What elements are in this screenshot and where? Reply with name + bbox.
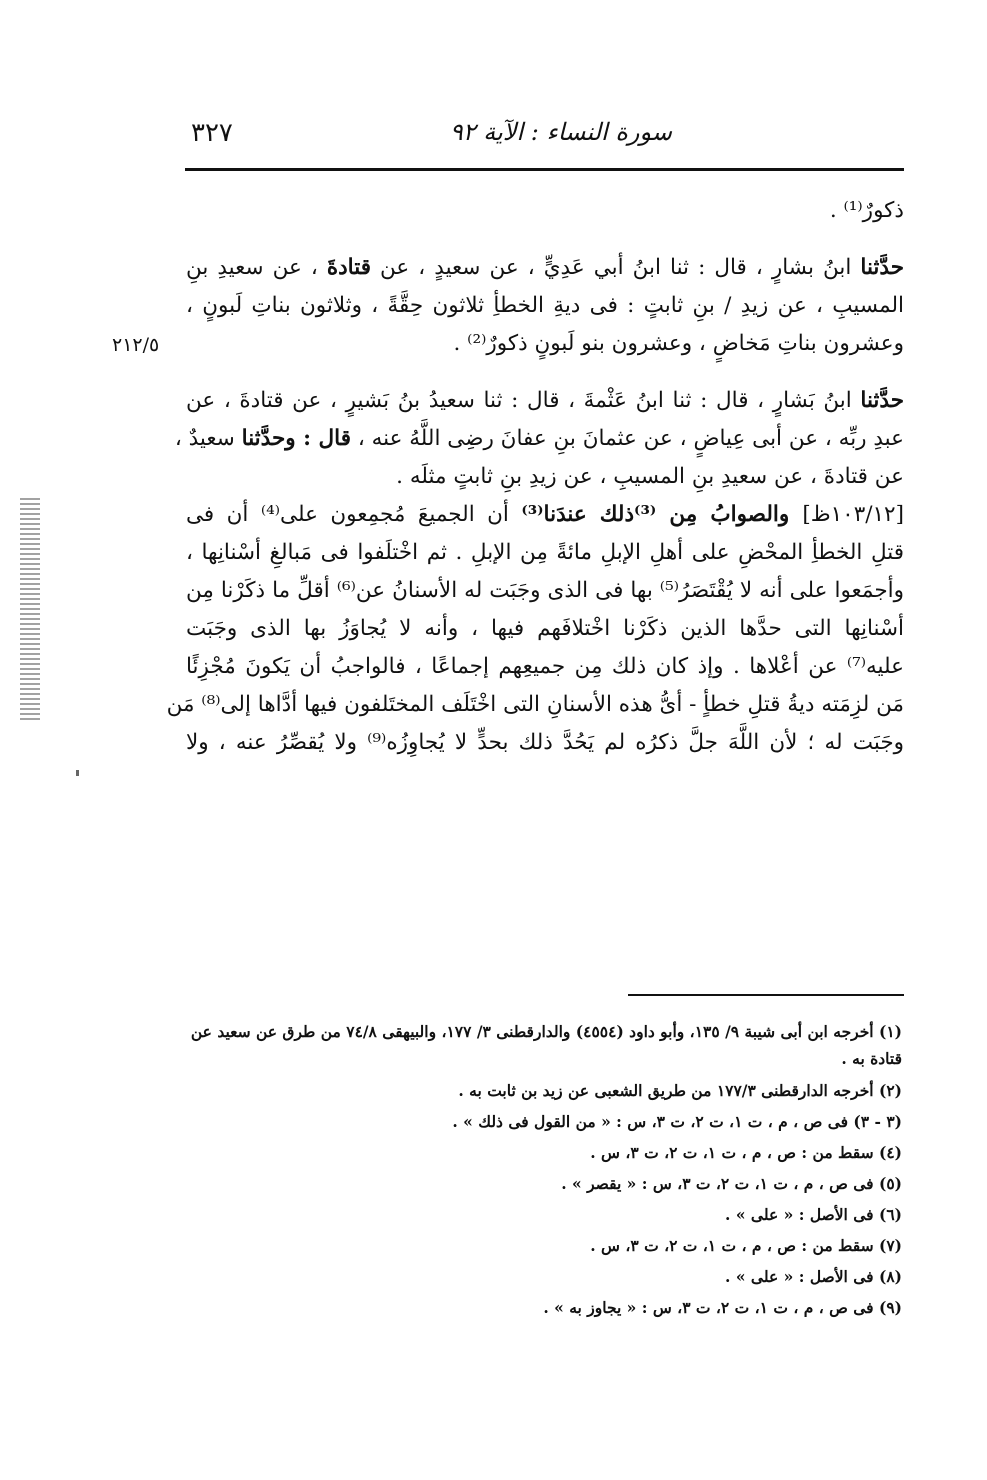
footnote-rule [628,994,904,996]
footnote: (٩) فى ص ، م ، ت ١، ت ٢، ت ٣، س : « يجاوز به » . [543,1298,902,1317]
text-line: مَن لزِمَته ديةُ قتلِ خطأٍ - أىُّ هذه الأسنانِ التى اخْتَلَف المختَلفون فيها أدَّاها إلى⁽⁸⁾ مَن [166,692,904,717]
margin-reference: ٢١٢/٥ [112,334,160,356]
text-line: ذكورٌ⁽¹⁾ . [829,198,904,223]
text-line: وأجمَعوا على أنه لا يُقْتَصَرُ⁽⁵⁾ بها فى الذى وجَبَت له الأسنانُ عن⁽⁶⁾ أقلِّ ما ذكَرْنا مِن [186,578,904,603]
text-line: عن قتادةَ ، عن سعيدِ بنِ المسيبِ ، عن زيدِ بنِ ثابتٍ مثلَه . [396,464,904,489]
hadith-opening: قال : وحدَّثنا [241,426,351,451]
header-rule [185,168,904,171]
footnote: (٦) فى الأصل : « على » . [725,1205,902,1224]
footnote: (٣ - ٣) فى ص ، م ، ت ١، ت ٢، ت ٣، س : « من القول فى ذلك » . [452,1112,902,1131]
page-number: ٣٢٧ [191,118,233,148]
hadith-opening: حدَّثنا [860,255,904,280]
manuscript-ref: [١٠٣/١٢ظ] [802,502,904,527]
text-line: المسيبِ ، عن زيدِ / بنِ ثابتٍ : فى ديةِ الخطأِ ثلاثون حِقَّةً ، وثلاثون بناتِ لَبونٍ ، [186,293,904,318]
footnote: (٢) أخرجه الدارقطنى ١٧٧/٣ من طريق الشعبى عن زيد بن ثابت به . [458,1081,902,1100]
text-line: حدَّثنا ابنُ بشارٍ ، قال : ثنا ابنُ أبي عَدِيٍّ ، عن سعيدٍ ، عن قتادةَ ، عن سعيدِ بنِ [186,255,904,280]
text-line: حدَّثنا ابنُ بَشارٍ ، قال : ثنا ابنُ عَثْمةَ ، قال : ثنا سعيدُ بنُ بَشيرٍ ، عن قتادةَ ، عن [186,388,904,413]
ruling-opening: والصوابُ مِن ⁽³⁾ذلك عندَنا⁽³⁾ [521,502,803,527]
text-line: عليه⁽⁷⁾ عن أعْلاها . وإذ كان ذلك مِن جميعِهم إجماعًا ، فالواجبُ أن يَكونَ مُجْزِئًا [186,654,904,679]
text-line: عبدِ ربِّه ، عن أبى عِياضٍ ، عن عثمانَ بنِ عفانَ رضِى اللَّهُ عنه ، قال : وحدَّثنا سعيدٌ ، [174,426,904,451]
scan-dot [76,770,79,776]
surah-title: سورة النساء : الآية ٩٢ [449,118,672,146]
text-line: وعشرون بناتِ مَخاضٍ ، وعشرون بنو لَبونٍ ذكورٌ⁽²⁾ . [453,331,904,356]
text-line: [١٠٣/١٢ظ] والصوابُ مِن ⁽³⁾ذلك عندَنا⁽³⁾ أن الجميعَ مُجمِعون على⁽⁴⁾ أن فى [186,502,904,527]
running-header [185,112,902,156]
footnote: (٧) سقط من : ص ، م ، ت ١، ت ٢، ت ٣، س . [590,1236,902,1255]
footnote: (٥) فى ص ، م ، ت ١، ت ٢، ت ٣، س : « يقصر » . [561,1174,902,1193]
footnote: (٨) فى الأصل : « على » . [725,1267,902,1286]
main-text [166,192,905,762]
footnotes [186,1018,902,1320]
footnote: (١) أخرجه ابن أبى شيبة ٩/ ١٣٥، وأبو داود (٤٥٥٤) والدارقطنى ٣/ ١٧٧، والبيهقى ٧٤/٨ من طرق عن سعيد عن قتادة به . [190,1022,902,1068]
narrator-name: قتادةَ [326,255,371,280]
footnote: (٤) سقط من : ص ، م ، ت ١، ت ٢، ت ٣، س . [590,1143,902,1162]
text-line: وجَبَت له ؛ لأن اللَّهَ جلَّ ذكرُه لم يَحُدَّ ذلك بحدٍّ لا يُجاوِزُه⁽⁹⁾ ولا يُقصِّرُ عنه ، ولا [186,730,905,755]
text-line: قتلِ الخطأِ المحْضِ على أهلِ الإبلِ مائةً مِن الإبلِ . ثم اخْتلَفوا فى مَبالغِ أسْنانِها ، [186,540,904,565]
scan-edge-marks [20,498,40,723]
text-line: أسْنانِها التى حدَّها الذين ذكَرْنا اخْتلافَهم فيها ، وأنه لا يُجاوَزُ بها الذى وجَبَت [186,616,904,641]
hadith-opening: حدَّثنا [860,388,904,413]
